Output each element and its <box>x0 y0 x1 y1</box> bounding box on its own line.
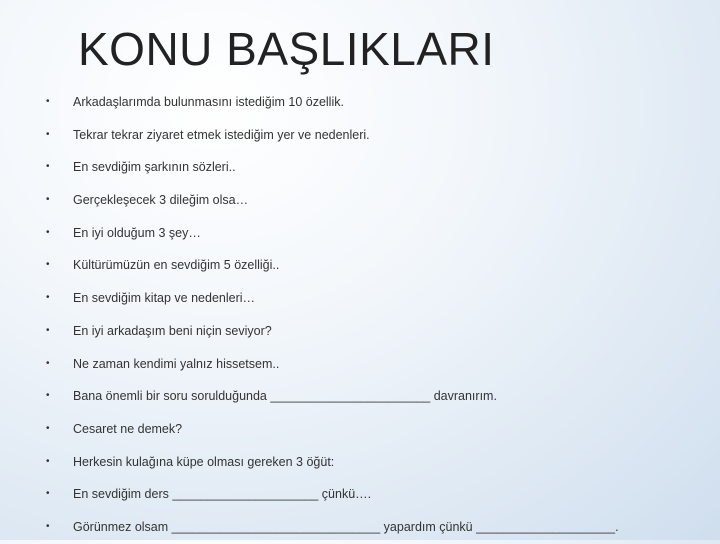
bullet-icon: • <box>46 357 50 369</box>
list-item-text: Cesaret ne demek? <box>73 421 183 436</box>
list-item <box>0 478 720 511</box>
list-item-text: Arkadaşlarımda bulunmasını istediğim 10 özellik. <box>73 95 344 109</box>
list-item <box>0 151 720 184</box>
list-item-text: Bana önemli bir soru sorulduğunda _______________________ davranırım. <box>73 389 497 404</box>
topic-list <box>0 86 720 544</box>
list-item-text: En sevdiğim şarkının sözleri.. <box>73 160 236 175</box>
list-item-text: Herkesin kulağına küpe olması gereken 3 öğüt: <box>73 454 335 469</box>
bullet-icon: • <box>46 390 50 402</box>
list-item-text: En iyi arkadaşım beni niçin seviyor? <box>73 323 272 338</box>
list-item <box>0 119 720 152</box>
list-item <box>0 348 720 381</box>
list-item-text: Gerçekleşecek 3 dileğim olsa… <box>73 193 249 208</box>
bullet-icon: • <box>46 488 50 500</box>
bullet-icon: • <box>46 292 50 304</box>
bullet-icon: • <box>46 520 50 532</box>
list-item <box>0 315 720 348</box>
list-item-text: En sevdiğim ders _____________________ çünkü…. <box>73 487 372 502</box>
list-item-text: Ne zaman kendimi yalnız hissetsem.. <box>73 356 280 371</box>
bullet-icon: • <box>46 96 50 107</box>
bullet-icon: • <box>46 128 50 140</box>
list-item <box>0 413 720 446</box>
list-item <box>0 380 720 413</box>
list-item <box>0 282 720 315</box>
list-item <box>0 86 720 119</box>
list-item-text: En iyi olduğum 3 şey… <box>73 225 201 240</box>
bullet-icon: • <box>46 455 50 467</box>
list-item <box>0 511 720 544</box>
list-item <box>0 249 720 282</box>
list-item-text: Görünmez olsam ______________________________ yapardım çünkü ____________________. <box>73 519 619 534</box>
bullet-icon: • <box>46 422 50 434</box>
list-item <box>0 217 720 250</box>
bullet-icon: • <box>46 161 50 173</box>
list-item-text: Kültürümüzün en sevdiğim 5 özelliği.. <box>73 258 280 273</box>
list-item <box>0 184 720 217</box>
bullet-icon: • <box>46 259 50 271</box>
bullet-icon: • <box>46 226 50 238</box>
list-item <box>0 446 720 479</box>
slide-title: KONU BAŞLIKLARI <box>78 23 495 75</box>
list-item-text: Tekrar tekrar ziyaret etmek istediğim yer ve nedenleri. <box>73 127 370 142</box>
list-item-text: En sevdiğim kitap ve nedenleri… <box>73 291 256 306</box>
bullet-icon: • <box>46 194 50 206</box>
bullet-icon: • <box>46 324 50 336</box>
